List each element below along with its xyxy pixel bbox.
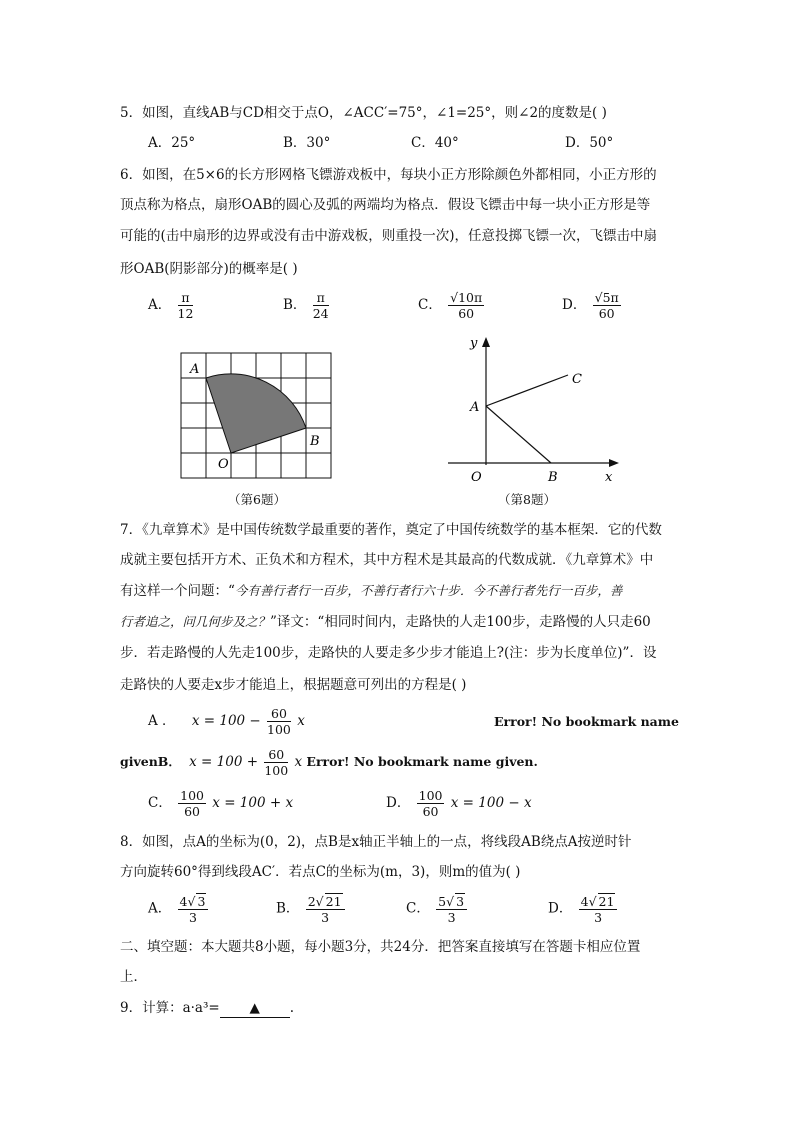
q7-option-a-lhs: x = 100 − <box>191 713 261 729</box>
q6-line-1: 6．如图，在5×6的长方形网格飞镖游戏板中，每块小正方形除颜色外都相同，小正方形的 <box>120 167 657 183</box>
q8-option-c-radicand: 3 <box>456 894 465 909</box>
q6-line-2: 顶点称为格点，扇形OAB的圆心及弧的两端均为格点．假设飞镖击中每一块小正方形是等 <box>120 197 651 213</box>
q7-option-c <box>148 788 293 819</box>
q7-line-2: 成就主要包括开方术、正负术和方程术，其中方程术是其最高的代数成就．《九章算术》中 <box>120 552 654 568</box>
q7-ancient-text-1: 今有善行者行一百步，不善行者行六十步．今不善行者先行一百步，善 <box>234 583 623 598</box>
q9-answer-mark: ▲ <box>249 1000 260 1016</box>
q6-option-c-fraction <box>448 290 484 321</box>
q7-option-c-den: 60 <box>184 804 201 819</box>
q7-option-d-rhs: x = 100 − x <box>450 795 532 811</box>
q7-line-4-translation: ”译文：“相同时间内，走路快的人走100步，走路慢的人只走60 <box>270 614 651 630</box>
fig8-segment-ac <box>486 375 568 406</box>
q6-option-b-num: π <box>313 290 329 306</box>
q8-line-1: 8．如图，点A的坐标为(0，2)，点B是x轴正半轴上的一点，将线段AB绕点A按逆时针 <box>120 834 632 850</box>
fig6-shaded-sector <box>206 374 306 453</box>
q8-option-c-fraction <box>436 893 467 925</box>
q7-option-b-pre: givenB． <box>120 754 181 769</box>
q6-option-b <box>283 290 331 321</box>
q8-option-b-den: 3 <box>321 910 330 925</box>
q7-option-b-error: Error! No bookmark name given. <box>306 754 538 769</box>
q8-option-a-den: 3 <box>189 910 197 925</box>
q6-option-a <box>148 290 195 321</box>
q6-option-a-letter: A． <box>148 297 172 313</box>
q8-option-b-coef: 2 <box>307 894 316 909</box>
q8-option-c-coef: 5 <box>438 894 447 909</box>
q8-option-a-fraction <box>178 893 209 925</box>
q5-stem: 5．如图，直线AB与CD相交于点O，∠ACC′=75°，∠1=25°，则∠2的度数是( ) <box>120 105 607 121</box>
q8-option-d-den: 3 <box>594 910 603 925</box>
q6-line-4: 形OAB(阴影部分)的概率是( ) <box>120 261 298 277</box>
q8-option-b-radicand: 21 <box>325 894 342 909</box>
q7-option-a-den: 100 <box>267 722 291 737</box>
fig8-label-o: O <box>471 470 482 485</box>
q7-option-a-fraction <box>267 706 291 737</box>
q6-option-d-num: √5π <box>594 290 619 305</box>
q7-option-b-lhs: x = 100 + <box>189 754 259 770</box>
q7-option-a-var: x <box>297 713 305 729</box>
q8-option-c <box>406 893 469 925</box>
q7-error-text: Error! No bookmark name <box>494 714 679 729</box>
q6-line-3: 可能的(击中扇形的边界或没有击中游戏板，则重投一次)，任意投掷飞镖一次，飞镖击中扇 <box>120 228 658 244</box>
q7-option-b-den: 100 <box>264 763 289 778</box>
q6-option-b-fraction <box>313 290 329 321</box>
q9-stem: 9．计算：a·a³= <box>120 1000 220 1016</box>
q6-option-a-fraction <box>178 290 194 321</box>
q8-line-2: 方向旋转60°得到线段AC′．若点C的坐标为(m，3)，则m的值为( ) <box>120 864 521 880</box>
q7-option-d-letter: D． <box>386 795 411 811</box>
q6-option-d-den: 60 <box>598 306 615 321</box>
q7-line-1: 7．《九章算术》是中国传统数学最重要的著作，奠定了中国传统数学的基本框架．它的代数 <box>120 522 662 538</box>
fig6-label-b: B <box>310 434 320 449</box>
fig8-label-a: A <box>470 400 480 415</box>
q7-line-5: 步．若走路慢的人先走100步，走路快的人要走多少步才能追上?(注：步为长度单位)”．设 <box>120 645 657 661</box>
q6-option-c-num: √10π <box>450 290 483 305</box>
q8-option-a-num: 4√ 3 <box>178 893 209 910</box>
q6-option-c-letter: C． <box>418 297 442 313</box>
q9 <box>120 999 294 1018</box>
q6-option-d-letter: D． <box>562 297 587 313</box>
q7-option-c-fraction <box>178 788 206 819</box>
q8-option-b-fraction <box>306 893 345 925</box>
q7-option-b-var: x <box>294 754 303 770</box>
fig6-grid-figure <box>178 350 338 480</box>
section2-heading-line-1: 二、填空题：本大题共8小题，每小题3分，共24分．把答案直接填写在答题卡相应位置 <box>120 939 641 955</box>
q8-option-a <box>148 893 210 925</box>
q7-option-d-den: 60 <box>422 804 439 819</box>
q6-option-c <box>418 290 486 321</box>
fig8-label-x: x <box>605 470 613 485</box>
q8-option-d-num: 4√ 21 <box>579 893 618 910</box>
q9-end: . <box>289 1000 294 1016</box>
q8-option-b-letter: B． <box>276 900 300 917</box>
q7-option-d-fraction <box>417 788 445 819</box>
q7-option-c-rhs: x = 100 + x <box>212 795 294 811</box>
q6-option-a-num: π <box>178 290 194 306</box>
q7-option-b-num: 60 <box>264 747 288 763</box>
q7-option-b <box>120 747 538 778</box>
q7-line-3-intro: 有这样一个问题：“ <box>120 583 235 599</box>
fig8-caption: （第8题） <box>498 492 556 507</box>
q8-option-d-coef: 4 <box>580 894 589 909</box>
q7-option-c-num: 100 <box>180 788 204 803</box>
q6-option-b-den: 24 <box>312 306 329 321</box>
q6-option-b-letter: B． <box>283 297 307 313</box>
section2-heading-line-2: 上． <box>120 969 147 985</box>
q8-option-b <box>276 893 347 925</box>
q8-option-d-radicand: 21 <box>598 894 615 909</box>
q8-option-d <box>548 893 619 925</box>
q7-line-3 <box>120 582 622 600</box>
q8-option-d-fraction <box>579 893 618 925</box>
q8-option-b-num: 2√ 21 <box>306 893 345 910</box>
q6-option-c-den: 60 <box>458 306 475 321</box>
q6-option-a-den: 12 <box>177 306 194 321</box>
q7-option-d <box>386 788 532 819</box>
q7-line-6: 走路快的人要走x步才能追上，根据题意可列出的方程是( ) <box>120 677 467 693</box>
q8-option-a-coef: 4 <box>179 894 188 909</box>
fig8-y-arrow <box>482 337 490 347</box>
fig6-label-a: A <box>190 362 200 377</box>
fig8-x-arrow <box>609 459 619 467</box>
fig8-label-b: B <box>548 470 558 485</box>
q8-option-a-radicand: 3 <box>197 894 206 909</box>
q5-option-a: A．25° <box>148 135 196 151</box>
q8-option-c-num: 5√ 3 <box>436 893 467 910</box>
fig8-axes-figure <box>445 335 630 485</box>
q8-option-c-letter: C． <box>406 900 430 917</box>
q5-option-c: C．40° <box>411 135 459 151</box>
q7-option-c-letter: C． <box>148 795 172 811</box>
q5-option-b: B．30° <box>283 135 331 151</box>
fig8-label-y: y <box>470 336 478 351</box>
q6-option-d-fraction <box>593 290 621 321</box>
q8-option-a-letter: A． <box>148 900 172 917</box>
q7-option-a-num: 60 <box>267 706 291 722</box>
q6-option-d <box>562 290 623 321</box>
q7-option-d-num: 100 <box>418 788 443 803</box>
q7-option-a <box>148 706 305 737</box>
q5-option-d: D．50° <box>565 135 614 151</box>
q7-option-b-fraction <box>264 747 288 778</box>
fig8-segment-ab <box>486 406 551 463</box>
fig8-label-c: C <box>572 372 582 387</box>
q8-option-d-letter: D． <box>548 900 573 917</box>
q7-line-4 <box>120 613 651 631</box>
q8-option-c-den: 3 <box>447 910 456 925</box>
q7-option-a-letter: A ． <box>148 713 176 729</box>
q9-answer-blank[interactable] <box>220 999 290 1018</box>
fig6-caption: （第6题） <box>228 492 286 507</box>
q7-ancient-text-2: 行者追之，问几何步及之？ <box>120 614 271 629</box>
fig6-label-o: O <box>218 457 229 472</box>
